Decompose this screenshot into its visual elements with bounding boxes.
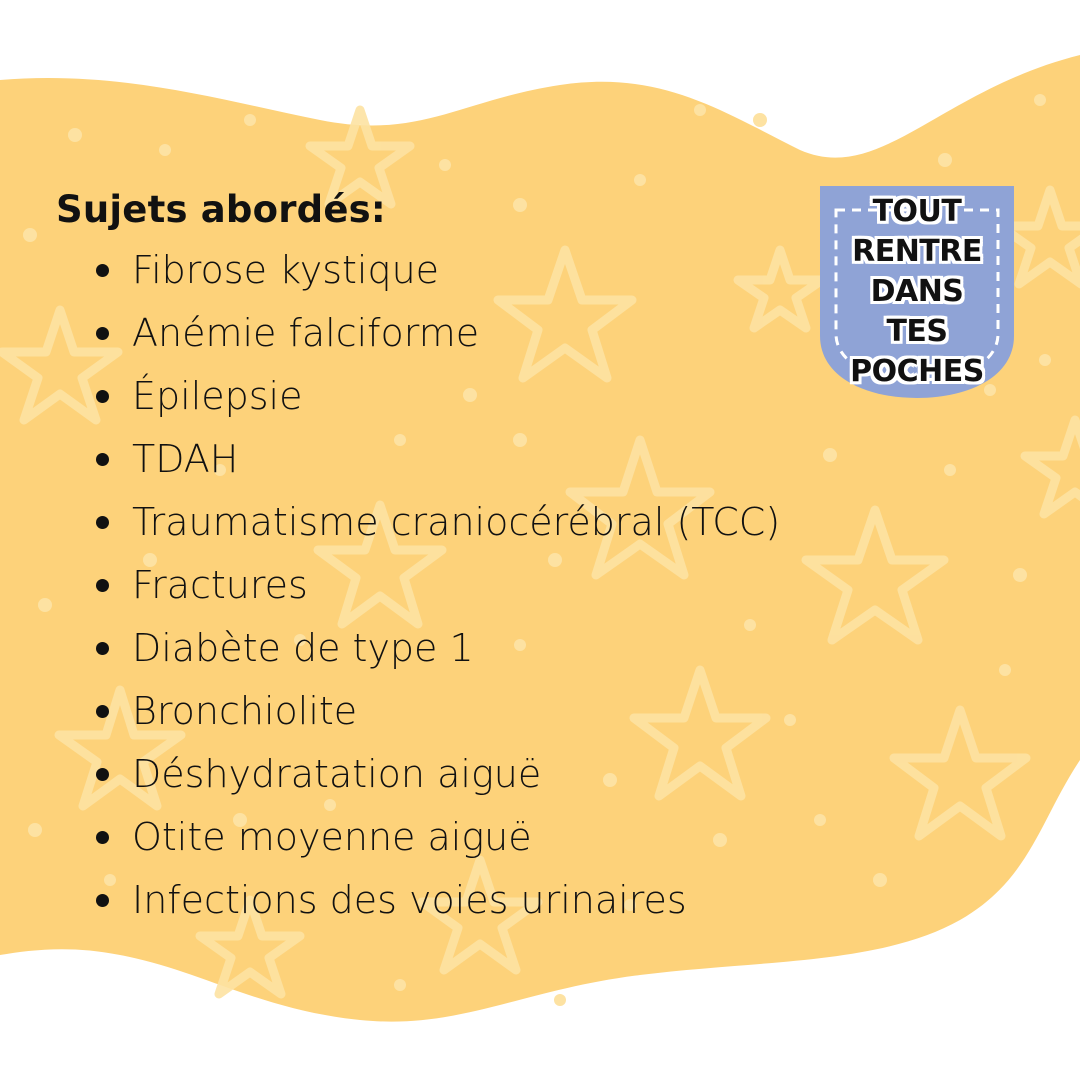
list-item bbox=[96, 365, 816, 428]
list-item-label: TDAH bbox=[132, 437, 239, 481]
bullet-icon bbox=[96, 453, 109, 466]
bullet-icon bbox=[96, 894, 109, 907]
list-item-label: Épilepsie bbox=[132, 374, 303, 418]
badge-text bbox=[820, 192, 1014, 392]
list-item bbox=[96, 806, 816, 869]
bullet-icon bbox=[96, 327, 109, 340]
badge-line: TES bbox=[886, 314, 948, 349]
list-item-label: Fractures bbox=[132, 563, 308, 607]
bullet-icon bbox=[96, 264, 109, 277]
topics-panel bbox=[56, 188, 816, 932]
bullet-icon bbox=[96, 642, 109, 655]
list-item-label: Traumatisme craniocérébral (TCC) bbox=[132, 500, 781, 544]
topics-list bbox=[56, 239, 816, 932]
list-item bbox=[96, 428, 816, 491]
list-item-label: Otite moyenne aiguë bbox=[132, 815, 532, 859]
list-item-label: Infections des voies urinaires bbox=[132, 878, 687, 922]
list-item-label: Déshydratation aiguë bbox=[132, 752, 542, 796]
badge-line: DANS bbox=[870, 274, 964, 309]
list-item-label: Diabète de type 1 bbox=[132, 626, 474, 670]
pocket-logo-badge bbox=[820, 186, 1014, 398]
bullet-icon bbox=[96, 831, 109, 844]
list-item bbox=[96, 491, 816, 554]
bullet-icon bbox=[96, 516, 109, 529]
list-item bbox=[96, 680, 816, 743]
list-item bbox=[96, 554, 816, 617]
bullet-icon bbox=[96, 705, 109, 718]
badge-line: POCHES bbox=[850, 354, 984, 389]
list-item bbox=[96, 302, 816, 365]
list-item bbox=[96, 743, 816, 806]
bullet-icon bbox=[96, 390, 109, 403]
badge-line: TOUT bbox=[872, 194, 962, 229]
badge-line: RENTRE bbox=[852, 234, 982, 269]
list-item-label: Anémie falciforme bbox=[132, 311, 480, 355]
list-item bbox=[96, 617, 816, 680]
list-item bbox=[96, 239, 816, 302]
list-item bbox=[96, 869, 816, 932]
list-item-label: Fibrose kystique bbox=[132, 248, 440, 292]
page-title: Sujets abordés: bbox=[56, 188, 386, 231]
bullet-icon bbox=[96, 768, 109, 781]
bullet-icon bbox=[96, 579, 109, 592]
list-item-label: Bronchiolite bbox=[132, 689, 358, 733]
